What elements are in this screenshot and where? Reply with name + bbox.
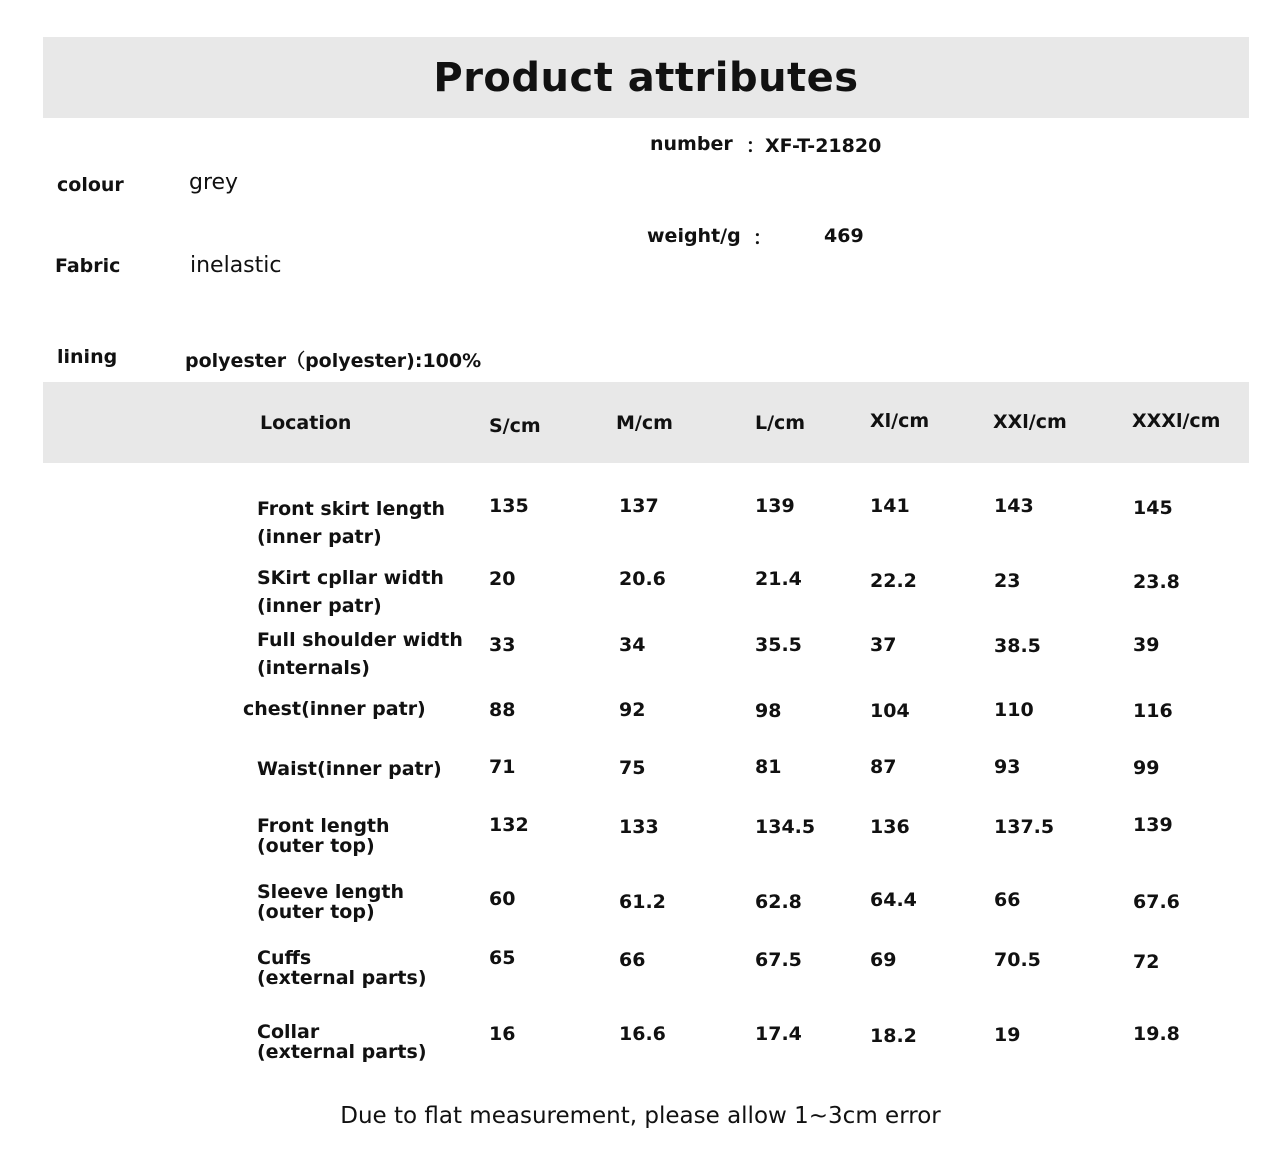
location-name: Collar [257,1021,320,1043]
header-xxxl: XXXl/cm [1132,410,1221,432]
cell-xxl: 19 [994,1024,1021,1046]
location-name: Front skirt length [257,498,446,520]
cell-xxxl: 99 [1133,757,1160,779]
location-part: (internals) [257,657,370,679]
cell-xxxl: 145 [1133,497,1173,519]
cell-s: 88 [489,699,516,721]
cell-xl: 104 [870,700,910,722]
cell-xxl: 23 [994,570,1021,592]
title-banner [43,37,1249,118]
location-part: (external parts) [257,967,427,989]
cell-m: 133 [619,816,659,838]
location-name: SKirt cpllar width [257,567,444,589]
weight-value: 469 [824,225,864,247]
number-value: ：XF-T-21820 [746,135,882,157]
cell-xxxl: 23.8 [1133,571,1180,593]
location-name: Cuffs [257,947,312,969]
cell-l: 21.4 [755,568,802,590]
cell-xl: 18.2 [870,1025,917,1047]
cell-s: 71 [489,756,516,778]
cell-m: 92 [619,699,646,721]
cell-s: 135 [489,495,529,517]
colour-label: colour [57,174,124,196]
table-header [43,382,1249,463]
fabric-value: inelastic [190,253,282,278]
cell-l: 62.8 [755,891,802,913]
cell-s: 20 [489,568,516,590]
location-part: (inner patr) [257,595,382,617]
cell-m: 16.6 [619,1023,666,1045]
cell-xxl: 110 [994,699,1034,721]
row-location [257,814,390,858]
row-location [257,497,445,549]
weight-label: weight/g [647,225,741,247]
cell-xxl: 38.5 [994,635,1041,657]
header-xl: Xl/cm [870,410,930,432]
row-location [257,757,442,781]
cell-xxl: 70.5 [994,949,1041,971]
location-part: (outer top) [257,835,375,857]
number-label: number [650,133,733,155]
header-l: L/cm [755,412,806,434]
cell-xxl: 143 [994,495,1034,517]
cell-xxxl: 67.6 [1133,891,1180,913]
cell-s: 33 [489,634,516,656]
cell-xl: 22.2 [870,570,917,592]
cell-xxxl: 19.8 [1133,1023,1180,1045]
cell-l: 67.5 [755,949,802,971]
cell-l: 81 [755,756,782,778]
location-name: chest(inner patr) [243,698,426,720]
cell-xl: 64.4 [870,889,917,911]
cell-s: 16 [489,1023,516,1045]
cell-m: 66 [619,949,646,971]
location-name: Waist(inner patr) [257,758,442,780]
cell-m: 61.2 [619,891,666,913]
cell-xxxl: 116 [1133,700,1173,722]
lining-value: polyester（polyester):100% [185,350,482,372]
cell-l: 17.4 [755,1023,802,1045]
header-xxl: XXl/cm [993,411,1067,433]
row-location [243,697,426,721]
cell-s: 65 [489,947,516,969]
cell-l: 35.5 [755,634,802,656]
footer-note: Due to flat measurement, please allow 1~3cm error [340,1103,941,1129]
colour-value: grey [189,170,239,195]
header-m: M/cm [616,412,673,434]
cell-s: 132 [489,814,529,836]
location-part: (inner patr) [257,526,382,548]
row-location [257,880,404,924]
page-title: Product attributes [433,54,859,101]
location-part: (outer top) [257,901,375,923]
cell-xl: 87 [870,756,897,778]
location-name: Sleeve length [257,881,404,903]
cell-xl: 69 [870,949,897,971]
cell-xl: 141 [870,495,910,517]
cell-xxxl: 39 [1133,634,1160,656]
cell-xxxl: 139 [1133,814,1173,836]
location-part: (external parts) [257,1041,427,1063]
cell-s: 60 [489,888,516,910]
row-location [257,628,463,680]
cell-xxxl: 72 [1133,951,1160,973]
cell-xl: 136 [870,816,910,838]
lining-label: lining [57,346,118,368]
weight-colon: ： [753,227,773,249]
header-location: Location [260,412,352,434]
cell-l: 134.5 [755,816,816,838]
cell-xl: 37 [870,634,897,656]
cell-m: 137 [619,495,659,517]
cell-m: 20.6 [619,568,666,590]
location-name: Full shoulder width [257,629,463,651]
cell-l: 98 [755,700,782,722]
cell-xxl: 66 [994,889,1021,911]
row-location [257,566,444,618]
cell-xxl: 93 [994,756,1021,778]
header-s: S/cm [489,415,541,437]
cell-xxl: 137.5 [994,816,1055,838]
cell-l: 139 [755,495,795,517]
location-name: Front length [257,815,390,837]
row-location [257,946,427,990]
cell-m: 75 [619,757,646,779]
fabric-label: Fabric [55,255,121,277]
row-location [257,1020,427,1064]
cell-m: 34 [619,634,646,656]
